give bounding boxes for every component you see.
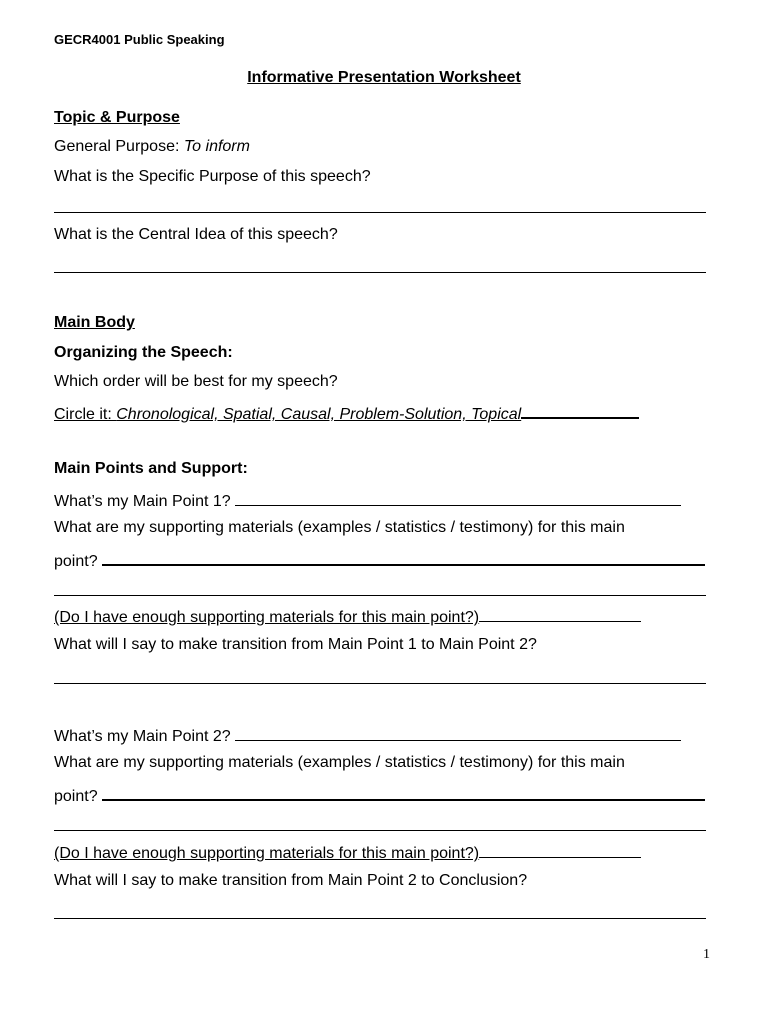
central-idea-question: What is the Central Idea of this speech?: [54, 226, 338, 243]
circle-order-line: [54, 403, 639, 423]
enough-1-blank[interactable]: [479, 607, 641, 622]
supporting-2-point-word: point?: [54, 788, 103, 805]
transition-2-answer-line[interactable]: [54, 918, 706, 919]
enough-2-question: (Do I have enough supporting materials for this main point?): [54, 845, 480, 862]
general-purpose-value: To inform: [183, 138, 250, 155]
enough-1-question: (Do I have enough supporting materials for this main point?): [54, 609, 480, 626]
general-purpose-line: [54, 139, 250, 155]
supporting-1-answer-line[interactable]: [54, 595, 706, 596]
organizing-heading: Organizing the Speech:: [54, 344, 233, 361]
supporting-1-point-word: point?: [54, 553, 103, 570]
order-options[interactable]: Chronological, Spatial, Causal, Problem-Solution, Topical: [116, 406, 522, 423]
enough-1-line: [54, 607, 641, 626]
worksheet-title: Informative Presentation Worksheet: [247, 69, 521, 86]
page-number: 1: [703, 947, 710, 962]
transition-1-question: What will I say to make transition from Main Point 1 to Main Point 2?: [54, 636, 537, 653]
supporting-2-answer-line[interactable]: [54, 830, 706, 831]
main-point-2-line: [54, 726, 681, 745]
main-points-heading: Main Points and Support:: [54, 460, 248, 477]
supporting-2-blank[interactable]: [102, 785, 705, 801]
supporting-1-question: What are my supporting materials (examples / statistics / testimony) for this main: [54, 519, 625, 536]
supporting-2-question: What are my supporting materials (examples / statistics / testimony) for this main: [54, 754, 625, 771]
main-point-1-line: [54, 491, 681, 510]
order-blank[interactable]: [521, 403, 639, 419]
main-point-1-question: What’s my Main Point 1?: [54, 493, 236, 510]
enough-2-blank[interactable]: [479, 843, 641, 858]
main-point-2-question: What’s my Main Point 2?: [54, 728, 236, 745]
main-body-heading: Main Body: [54, 314, 135, 331]
circle-label: Circle it:: [54, 406, 117, 423]
supporting-1-line: [54, 550, 705, 570]
main-point-1-blank[interactable]: [235, 491, 681, 506]
main-point-2-blank[interactable]: [235, 726, 681, 741]
supporting-2-line: [54, 785, 705, 805]
specific-purpose-question: What is the Specific Purpose of this speech?: [54, 168, 371, 185]
central-idea-answer-line[interactable]: [54, 272, 706, 273]
topic-purpose-heading: Topic & Purpose: [54, 109, 180, 126]
transition-1-answer-line[interactable]: [54, 683, 706, 684]
order-question: Which order will be best for my speech?: [54, 373, 338, 390]
supporting-1-blank[interactable]: [102, 550, 705, 566]
enough-2-line: [54, 843, 641, 862]
general-purpose-label: General Purpose:: [54, 138, 184, 155]
transition-2-question: What will I say to make transition from Main Point 2 to Conclusion?: [54, 872, 528, 889]
course-header: GECR4001 Public Speaking: [54, 32, 225, 47]
specific-purpose-answer-line[interactable]: [54, 212, 706, 213]
